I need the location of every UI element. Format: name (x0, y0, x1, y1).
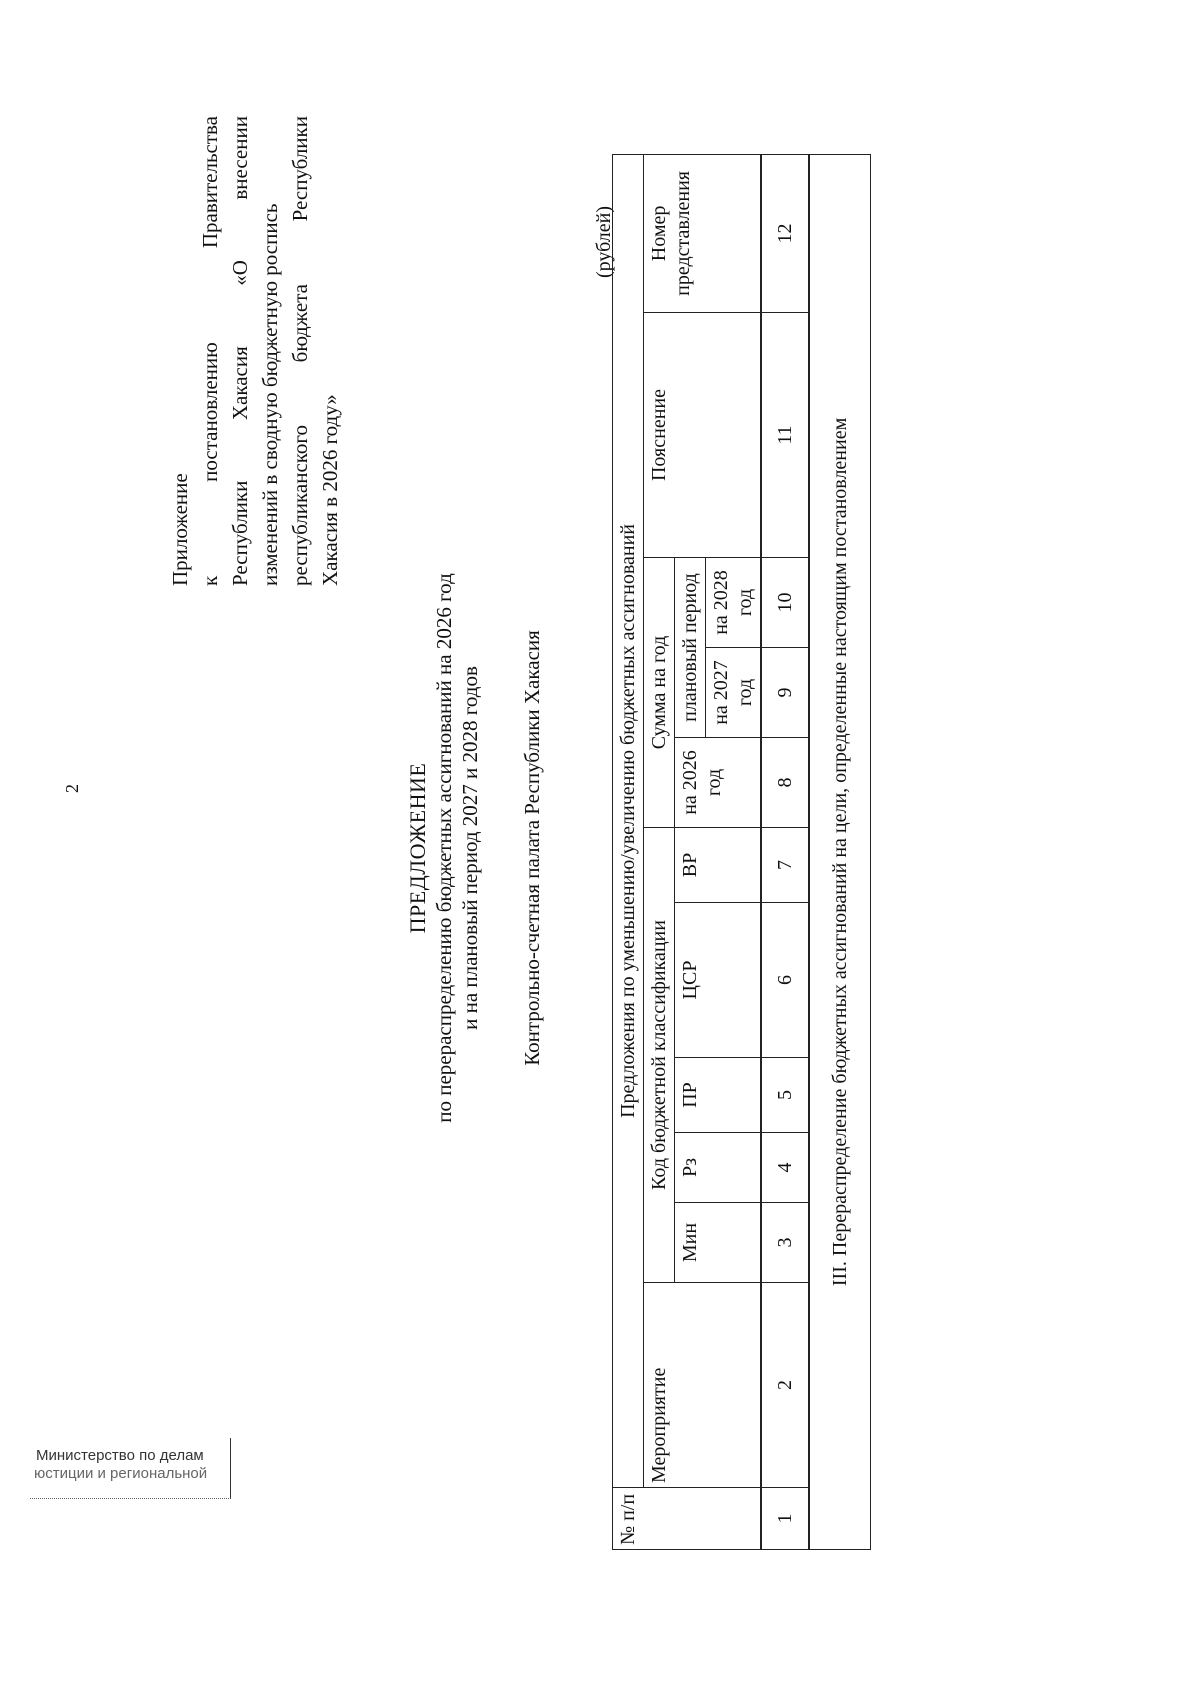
units-label: (рублей) (593, 205, 615, 278)
appendix-line: изменений в сводную бюджетную роспись (258, 203, 282, 586)
section-heading: III. Перераспределение бюджетных ассигнований на цели, определенные настоящим постановлением (809, 154, 871, 1549)
appendix-line (225, 116, 255, 586)
column-number: 6 (761, 903, 809, 1058)
appendix-word: к (198, 575, 222, 586)
column-number: 12 (761, 154, 809, 312)
page-number: 2 (62, 784, 82, 793)
column-number: 8 (761, 738, 809, 828)
organization-name: Контрольно-счетная палата Республики Хакасия (520, 630, 544, 1066)
column-number: 9 (761, 648, 809, 738)
title-line: по перераспределению бюджетных ассигнований на 2026 год (432, 573, 456, 1123)
column-number: 4 (761, 1133, 809, 1203)
appendix-line (285, 116, 315, 586)
header-row-number: № п/п (613, 1488, 762, 1550)
document-title (405, 248, 483, 1448)
header-min: Мин (675, 1203, 762, 1283)
header-code: Код бюджетной классификации (644, 828, 675, 1283)
appendix-word: Республики (228, 480, 252, 586)
stamp-line: Министерство по делам (36, 1447, 204, 1464)
column-number: 10 (761, 558, 809, 648)
appendix-line: Хакасия в 2026 году» (318, 394, 342, 586)
appendix-word: «О (228, 260, 252, 286)
appendix-word: Республики (288, 116, 312, 222)
appendix-word: постановлению (198, 342, 222, 482)
column-number: 5 (761, 1058, 809, 1133)
registration-stamp (30, 1438, 231, 1499)
header-rz: Рз (675, 1133, 762, 1203)
header-representation-number: Номер представления (644, 154, 762, 312)
header-sum: Сумма на год (644, 558, 675, 828)
header-csr: ЦСР (675, 903, 762, 1058)
section-row (809, 154, 871, 1549)
appendix-word: республиканского (288, 425, 312, 586)
allocation-table (612, 154, 871, 1550)
title-line: и на плановый период 2027 и 2028 годов (458, 666, 482, 1030)
header-note: Пояснение (644, 313, 762, 558)
header-2026: на 2026 год (675, 738, 762, 828)
appendix-word: Хакасия (228, 346, 252, 421)
column-number: 3 (761, 1203, 809, 1283)
appendix-line: Приложение (168, 473, 192, 586)
column-number: 1 (761, 1488, 809, 1550)
column-number-row (761, 154, 809, 1549)
header-vr: ВР (675, 828, 762, 903)
header-pr: ПР (675, 1058, 762, 1133)
header-2027: на 2027 год (706, 648, 762, 738)
column-number: 2 (761, 1283, 809, 1488)
appendix-line (195, 116, 225, 586)
appendix-word: внесении (228, 116, 252, 200)
column-number: 11 (761, 313, 809, 558)
stamp-line: юстиции и региональной (34, 1465, 208, 1482)
appendix-word: бюджета (288, 284, 312, 363)
appendix-word: Правительства (198, 116, 222, 249)
column-number: 7 (761, 828, 809, 903)
title-main: ПРЕДЛОЖЕНИЕ (405, 762, 430, 934)
header-planned-period: плановый период (675, 558, 706, 738)
header-2028: на 2028 год (706, 558, 762, 648)
appendix-block (165, 116, 345, 586)
header-group: Предложения по уменьшению/увеличению бюджетных ассигнований (613, 154, 644, 1487)
header-event: Мероприятие (644, 1283, 762, 1488)
